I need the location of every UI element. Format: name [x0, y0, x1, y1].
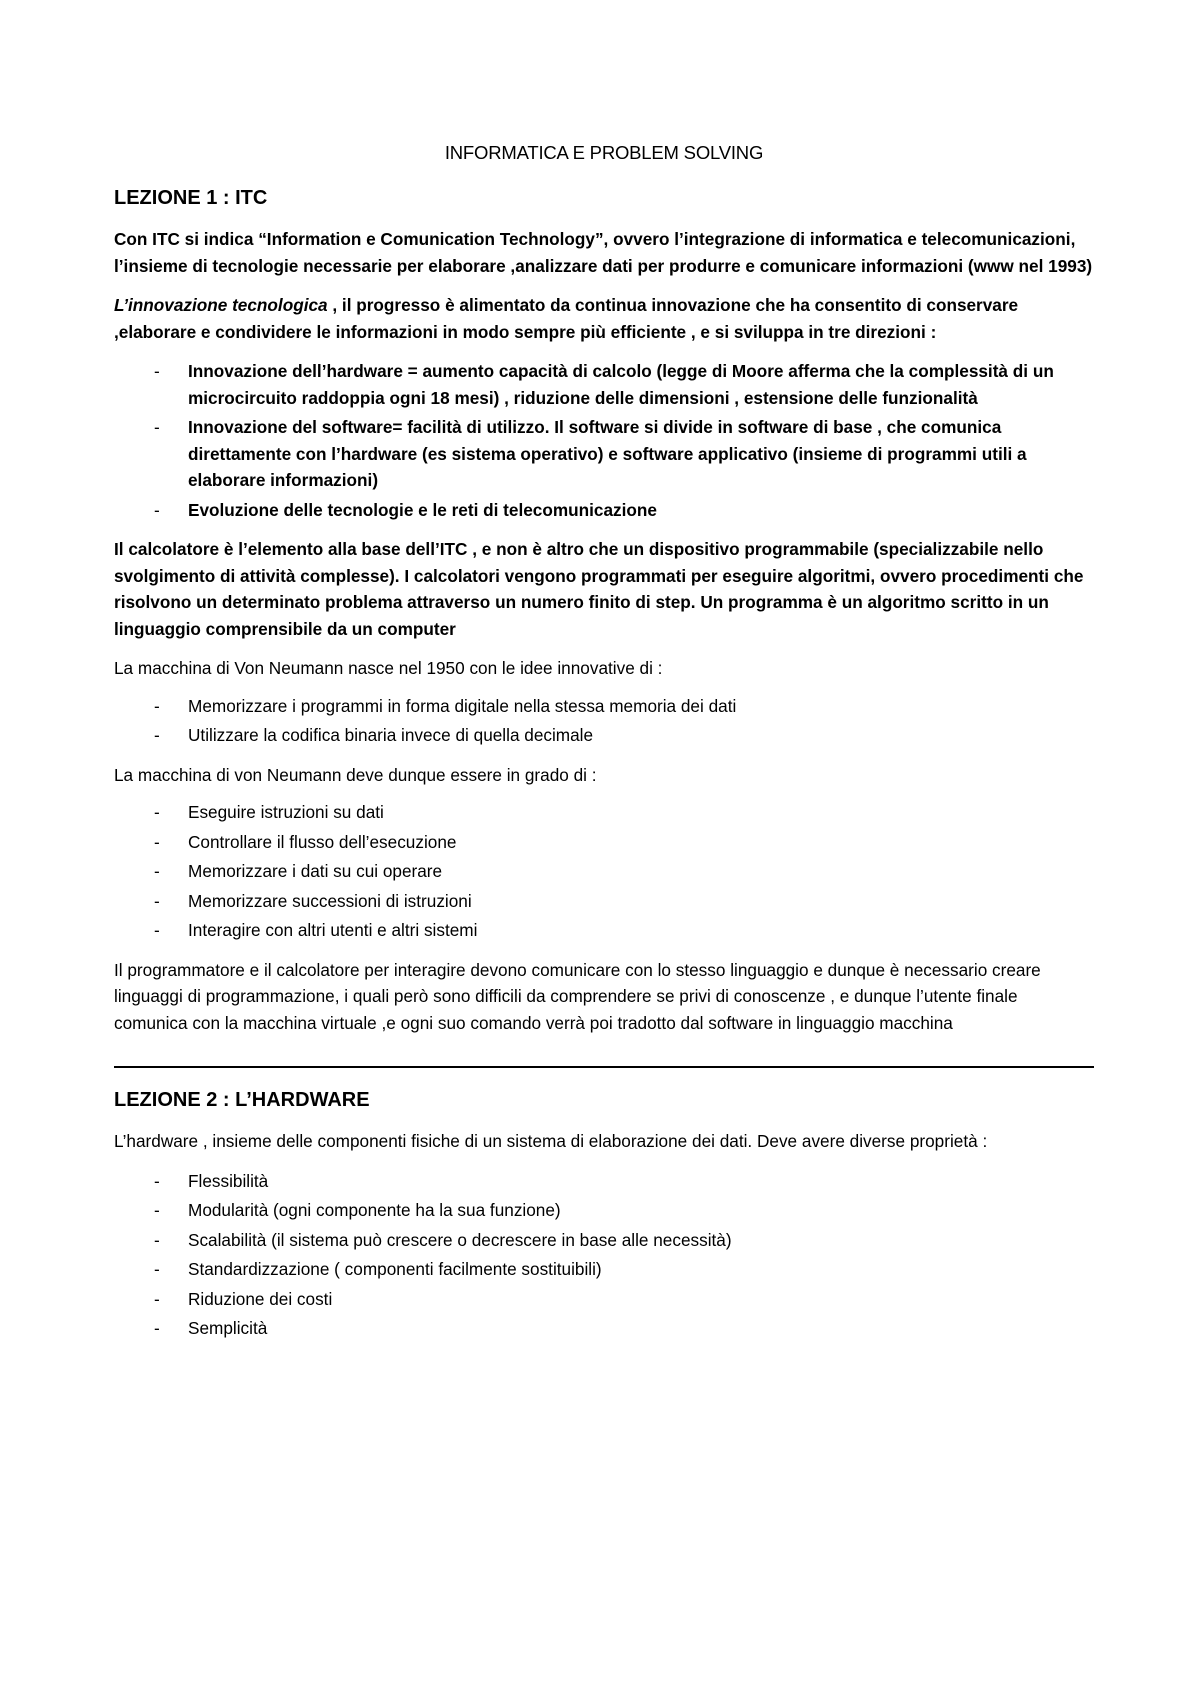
list-item	[114, 693, 1094, 720]
list-item-text: Memorizzare successioni di istruzioni	[188, 890, 472, 911]
list-dash: -	[154, 1318, 160, 1338]
lesson-1-paragraph-itc-definition: Con ITC si indica “Information e Comunication Technology”, ovvero l’integrazione di informatica e telecomunicazioni, l’insieme di tecnologie necessarie per elaborare ,analizzare dati per produrre e comunicare informazioni (www nel 1993)	[114, 229, 1093, 276]
list-dash: -	[154, 417, 160, 437]
list-dash: -	[154, 1229, 160, 1250]
list-dash: -	[154, 1259, 160, 1279]
list-item-text: Innovazione dell’hardware = aumento capacità di calcolo (legge di Moore afferma che la complessità di un microcircuito raddoppia ogni 18 mesi) , riduzione delle dimensioni , estensione delle funzionalità	[188, 361, 1054, 408]
list-dash: -	[154, 695, 160, 716]
list-item	[114, 722, 1094, 749]
list-item	[114, 1256, 1094, 1283]
hardware-properties-list	[114, 1168, 1094, 1342]
list-item-text: Modularità (ogni componente ha la sua funzione)	[188, 1200, 561, 1220]
list-item	[114, 497, 1094, 524]
list-item	[114, 888, 1094, 915]
lesson-2-paragraph-hardware-definition: L’hardware , insieme delle componenti fisiche di un sistema di elaborazione dei dati. Deve avere diverse proprietà :	[114, 1131, 988, 1151]
list-item-text: Memorizzare i dati su cui operare	[188, 861, 443, 881]
list-item-text: Innovazione del software= facilità di utilizzo. Il software si divide in software di base , che comunica direttamente con l’hardware (es sistema operativo) e software applicativo (insieme di programmi utili a elaborare informazioni)	[188, 417, 1027, 490]
innovation-directions-list	[114, 358, 1094, 523]
document-body	[114, 140, 1094, 1355]
list-item-text: Scalabilità (il sistema può crescere o decrescere in base alle necessità)	[188, 1229, 732, 1250]
document-title: INFORMATICA E PROBLEM SOLVING	[444, 142, 764, 163]
list-item	[114, 414, 1094, 494]
lesson-1-paragraph-calculator: Il calcolatore è l’elemento alla base dell’ITC , e non è altro che un dispositivo programmabile (specializzabile nello svolgimento di attività complesse). I calcolatori vengono programmati per eseguire algoritmi, ovvero procedimenti che risolvono un determinato problema attraverso un numero finito di step. Un programma è un algoritmo scritto in un linguaggio comprensibile da un computer	[114, 539, 1084, 639]
section-divider	[114, 1066, 1094, 1068]
innovation-term: L’innovazione tecnologica	[114, 295, 328, 315]
list-dash: -	[154, 361, 160, 381]
lesson-1-paragraph-programming-languages: Il programmatore e il calcolatore per interagire devono comunicare con lo stesso linguaggio e dunque è necessario creare linguaggi di programmazione, i quali però sono difficili da comprendere se privi di conoscenze , e dunque l’utente finale comunica con la macchina virtuale ,e ogni suo comando verrà poi tradotto dal software in linguaggio macchina	[114, 959, 1041, 1033]
list-dash: -	[154, 831, 160, 852]
list-item	[114, 1197, 1094, 1224]
list-item	[114, 917, 1094, 944]
list-item	[114, 1286, 1094, 1313]
list-item	[114, 358, 1094, 411]
lesson-1-paragraph-von-neumann-intro: La macchina di Von Neumann nasce nel 1950 con le idee innovative di :	[114, 658, 663, 678]
von-neumann-capabilities-list	[114, 799, 1094, 944]
list-item	[114, 799, 1094, 826]
list-dash: -	[154, 1288, 160, 1309]
von-neumann-ideas-list	[114, 693, 1094, 749]
innovation-description: , il progresso è alimentato da continua innovazione che ha consentito di conservare ,elaborare e condividere le informazioni in modo sempre più efficiente , e si sviluppa in tre direzioni :	[114, 295, 1019, 342]
lesson-1-paragraph-innovation	[114, 292, 1094, 345]
list-item-text: Flessibilità	[188, 1170, 269, 1191]
list-item-text: Controllare il flusso dell’esecuzione	[188, 831, 457, 852]
list-item	[114, 829, 1094, 856]
list-item	[114, 1315, 1094, 1342]
list-dash: -	[154, 890, 160, 911]
list-dash: -	[154, 861, 160, 881]
list-dash: -	[154, 802, 160, 822]
list-item-text: Riduzione dei costi	[188, 1288, 333, 1309]
list-dash: -	[154, 499, 160, 520]
list-item-text: Semplicità	[188, 1318, 268, 1338]
list-dash: -	[154, 1200, 160, 1220]
list-dash: -	[154, 1170, 160, 1191]
list-item-text: Evoluzione delle tecnologie e le reti di telecomunicazione	[188, 499, 657, 520]
lesson-1-heading: LEZIONE 1 : ITC	[114, 187, 268, 209]
lesson-2-heading: LEZIONE 2 : L’HARDWARE	[114, 1089, 370, 1111]
list-item-text: Eseguire istruzioni su dati	[188, 802, 384, 822]
list-item-text: Utilizzare la codifica binaria invece di quella decimale	[188, 725, 594, 745]
list-item	[114, 1227, 1094, 1254]
list-dash: -	[154, 920, 160, 940]
list-item-text: Memorizzare i programmi in forma digitale nella stessa memoria dei dati	[188, 695, 737, 716]
list-item-text: Standardizzazione ( componenti facilmente sostituibili)	[188, 1259, 602, 1279]
list-dash: -	[154, 725, 160, 745]
lesson-1-paragraph-von-neumann-capabilities: La macchina di von Neumann deve dunque essere in grado di :	[114, 764, 597, 785]
list-item	[114, 1168, 1094, 1195]
list-item-text: Interagire con altri utenti e altri sistemi	[188, 920, 478, 940]
list-item	[114, 858, 1094, 885]
